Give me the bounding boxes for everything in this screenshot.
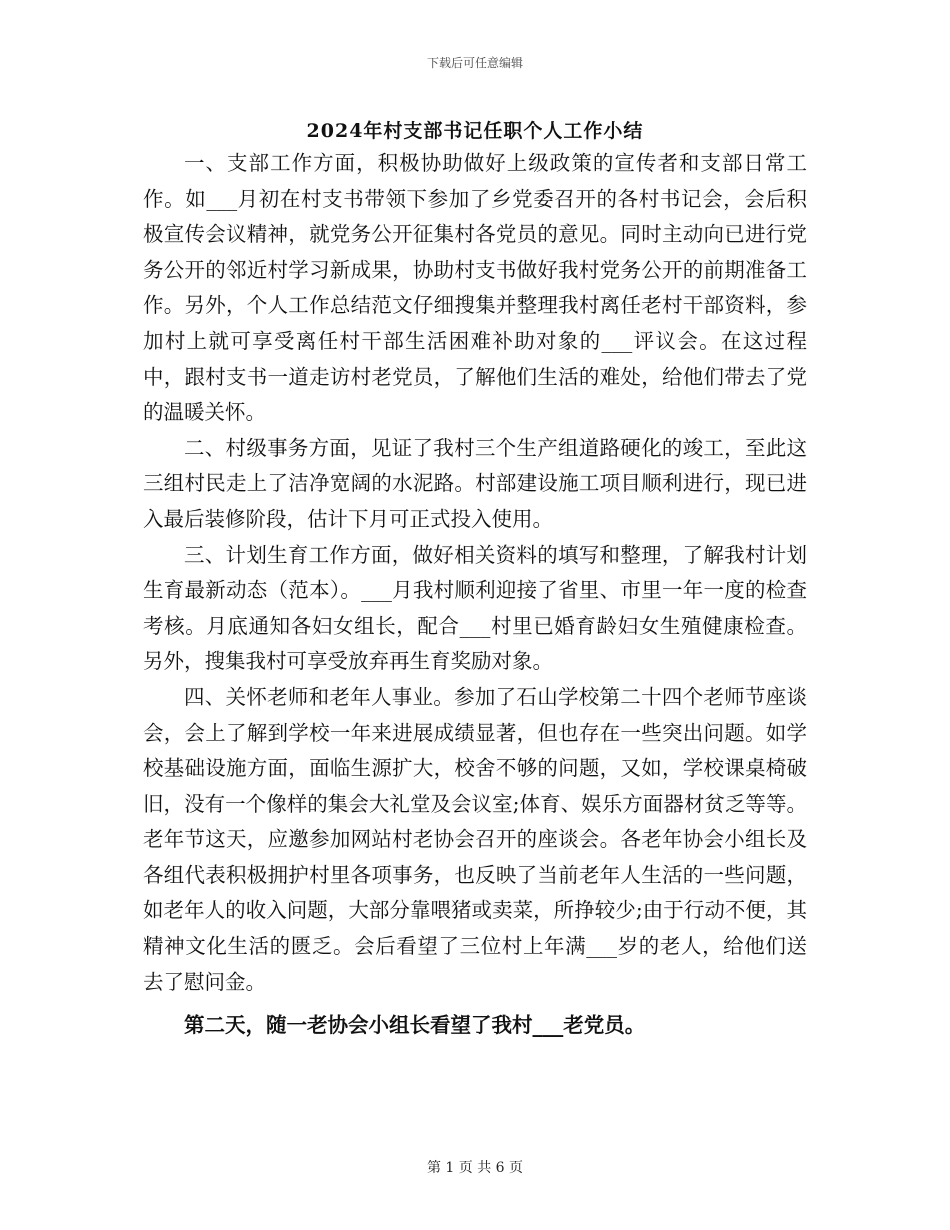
document-body — [143, 146, 807, 1044]
paragraph-teachers-elderly: 四、关怀老师和老年人事业。参加了石山学校第二十四个老师节座谈会，会上了解到学校一年来进展成绩显著，但也存在一些突出问题。如学校基础设施方面，面临生源扩大，校舍不够的问题，又如，学校课桌椅破旧，没有一个像样的集会大礼堂及会议室;体育、娱乐方面器材贫乏等等。老年节这天，应邀参加网站村老协会召开的座谈会。各老年协会小组长及各组代表积极拥护村里各项事务，也反映了当前老年人生活的一些问题，如老年人的收入问题，大部分靠喂猪或卖菜，所挣较少;由于行动不便，其精神文化生活的匮乏。会后看望了三位村上年满___岁的老人，给他们送去了慰问金。 — [143, 684, 807, 994]
paragraph-closing: 第二天，随一老协会小组长看望了我村___老党员。 — [184, 1013, 646, 1038]
paragraph-village-affairs: 二、村级事务方面，见证了我村三个生产组道路硬化的竣工，至此这三组村民走上了洁净宽阔的水泥路。村部建设施工项目顺利进行，现已进入最后装修阶段，估计下月可正式投入使用。 — [143, 435, 807, 531]
paragraph-family-planning: 三、计划生育工作方面，做好相关资料的填写和整理，了解我村计划生育最新动态（范本）。___月我村顺利迎接了省里、市里一年一度的检查考核。月底通知各妇女组长，配合___村里已婚育龄妇女生殖健康检查。另外，搜集我村可享受放弃再生育奖励对象。 — [143, 542, 807, 674]
header-note: 下载后可任意编辑 — [426, 56, 523, 70]
paragraph-party-branch: 一、支部工作方面，积极协助做好上级政策的宣传者和支部日常工作。如___月初在村支书带领下参加了乡党委召开的各村书记会，会后积极宣传会议精神，就党务公开征集村各党员的意见。同时主动向已进行党务公开的邻近村学习新成果，协助村支书做好我村党务公开的前期准备工作。另外，个人工作总结范文仔细搜集并整理我村离任老村干部资料，参加村上就可享受离任村干部生活困难补助对象的___评议会。在这过程中，跟村支书一道走访村老党员，了解他们生活的难处，给他们带去了党的温暖关怀。 — [143, 151, 807, 425]
page-indicator: 第 1 页 共 6 页 — [426, 1160, 524, 1176]
document-title: 2024年村支部书记任职个人工作小结 — [306, 120, 644, 142]
